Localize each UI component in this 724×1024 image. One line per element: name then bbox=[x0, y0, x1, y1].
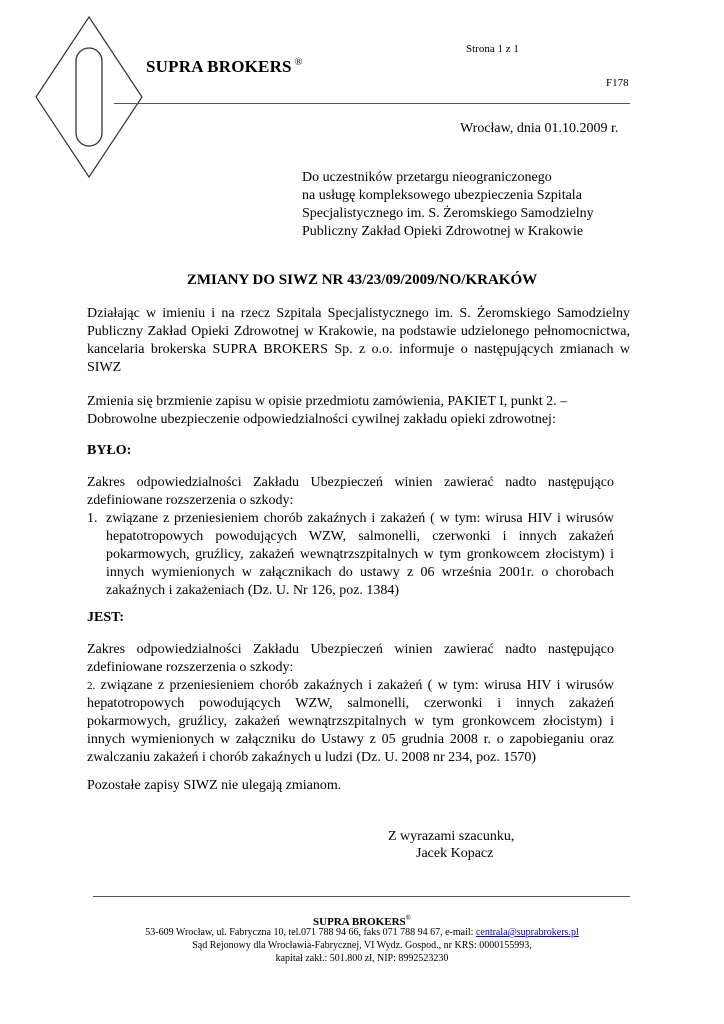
closing-note: Pozostałe zapisy SIWZ nie ulegają zmianom. bbox=[87, 778, 342, 793]
footer-capital-line: kapitał zakł.: 501.800 zł, NIP: 8992523230 bbox=[275, 953, 449, 964]
addressee-block bbox=[302, 169, 594, 241]
footer-court-line: Sąd Rejonowy dla Wrocławia-Fabrycznej, VI Wydz. Gospod., nr KRS: 0000155993, bbox=[192, 940, 532, 951]
bylo-item-text: związane z przeniesieniem chorób zakaźnych i zakażeń ( w tym: wirusa HIV i wirusów hepatotropowych powodujących WZW, salmonelli, czerwonki i innych zakażeń pokarmowych, gruźlicy, zakażeń wewnątrzszpitalnych w tym gronkowcem złocistym) i innych wymienionych w załącznikach do ustawy z 06 września 2001r. o chorobach zakaźnych i zakażeniach (Dz. U. Nr 126, poz. 1384) bbox=[106, 511, 614, 598]
intro-paragraph: Działając w imieniu i na rzecz Szpitala Specjalistycznego im. S. Żeromskiego Samodzielny Publiczny Zakład Opieki Zdrowotnej w Krakowie, na podstawie udzielonego pełnomocnictwa, kancelaria brokerska SUPRA BROKERS Sp. z o.o. informuje o następujących zmianach w SIWZ bbox=[87, 306, 630, 375]
bylo-list-item bbox=[87, 510, 614, 600]
jest-lead: Zakres odpowiedzialności Zakładu Ubezpieczeń winien zawierać nadto następująco zdefiniowane rozszerzenia o szkody: bbox=[87, 642, 614, 675]
jest-list-item bbox=[87, 677, 614, 767]
bylo-lead: Zakres odpowiedzialności Zakładu Ubezpieczeń winien zawierać nadto następująco zdefiniowane rozszerzenia o szkody: bbox=[87, 475, 614, 508]
footer-divider bbox=[93, 896, 630, 897]
footer-email-link[interactable]: centrala@suprabrokers.pl bbox=[475, 927, 579, 938]
change-note-paragraph: Zmienia się brzmienie zapisu w opisie przedmiotu zamówienia, PAKIET I, punkt 2. – Dobrowolne ubezpieczenie odpowiedzialności cywilnej zakładu opieki zdrowotnej: bbox=[87, 394, 568, 427]
document-title: ZMIANY DO SIWZ NR 43/23/09/2009/NO/KRAKÓW bbox=[186, 272, 538, 288]
signature-block bbox=[388, 828, 514, 862]
header-brand: SUPRA BROKERS ® bbox=[146, 57, 303, 76]
footer-brand: SUPRA BROKERS® bbox=[313, 914, 411, 928]
jest-heading: JEST: bbox=[87, 610, 125, 625]
bylo-item-number: 1. bbox=[87, 511, 98, 526]
supra-brokers-logo bbox=[30, 12, 148, 182]
date-line: Wrocław, dnia 01.10.2009 r. bbox=[460, 121, 619, 136]
page-indicator: Strona 1 z 1 bbox=[466, 43, 519, 55]
document-code: F178 bbox=[606, 77, 629, 89]
jest-item-number: 2. bbox=[87, 680, 96, 692]
footer-address-line: 53-609 Wrocław, ul. Fabryczna 10, tel.071 788 94 66, faks 071 788 94 67, e-mail: centrala@suprabrokers.pl bbox=[145, 927, 579, 938]
salutation: Z wyrazami szacunku, bbox=[388, 829, 515, 844]
addressee-line: Do uczestników przetargu nieograniczonego bbox=[302, 170, 552, 185]
jest-item-text: związane z przeniesieniem chorób zakaźnych i zakażeń ( w tym: wirusa HIV i wirusów hepatotropowych powodujących WZW, salmonelli, czerwonki i innych zakażeń pokarmowych, gruźlicy, zakażeń wewnątrzszpitalnych w tym gronkowcem złocistym) i innych wymienionych w załączniku do Ustawy z 05 grudnia 2008 r. o zapobieganiu oraz zwalczaniu zakażeń i chorób zakaźnych u ludzi (Dz. U. 2008 nr 234, poz. 1570) bbox=[87, 678, 614, 765]
bylo-heading: BYŁO: bbox=[87, 443, 132, 458]
addressee-line: Specjalistycznego im. S. Żeromskiego Samodzielny bbox=[302, 206, 594, 221]
addressee-line: Publiczny Zakład Opieki Zdrowotnej w Krakowie bbox=[302, 224, 584, 239]
signatory-name: Jacek Kopacz bbox=[416, 846, 494, 861]
header-divider bbox=[114, 103, 630, 104]
addressee-line: na usługę kompleksowego ubezpieczenia Szpitala bbox=[302, 188, 582, 203]
